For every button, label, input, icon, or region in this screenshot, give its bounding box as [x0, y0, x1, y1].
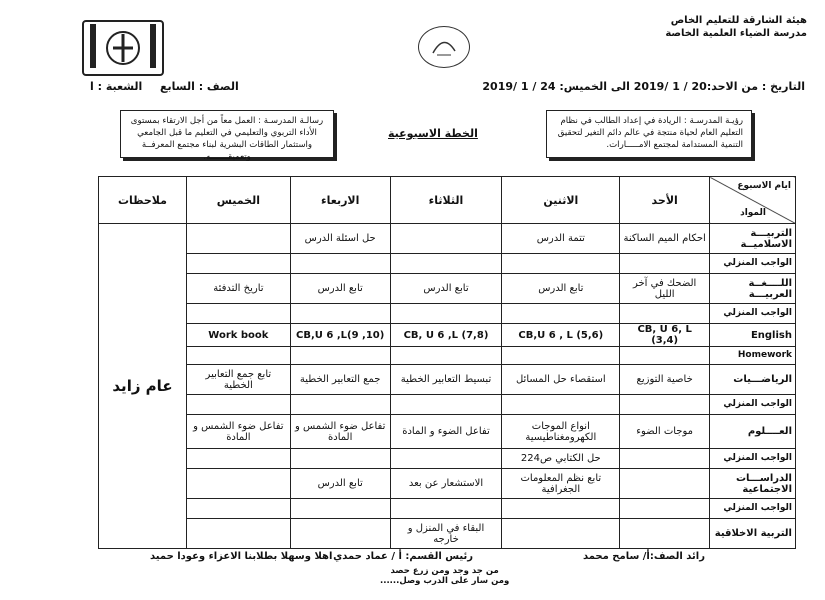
plan-cell: انواع الموجات الكهرومغناطيسية: [502, 415, 620, 449]
plan-cell: [290, 254, 390, 274]
homework-row-label: الواجب المنزلي: [710, 254, 796, 274]
plan-cell: [620, 449, 710, 469]
plan-cell: تفاعل ضوء الشمس و المادة: [186, 415, 290, 449]
table-row: [99, 519, 796, 549]
plan-cell: تابع الدرس: [502, 274, 620, 304]
plan-cell: [186, 449, 290, 469]
plan-cell: تابع جمع التعابير الخطية: [186, 365, 290, 395]
homework-row-label: الواجب المنزلي: [710, 449, 796, 469]
plan-cell: تتمة الدرس: [502, 224, 620, 254]
date-bar: [30, 80, 805, 98]
department-head: رئيس القسم: أ / عماد حمدي: [333, 551, 473, 562]
plan-cell: CB,U 6 ,L(9 ,10): [290, 324, 390, 347]
plan-cell: [390, 395, 502, 415]
table-row: [99, 365, 796, 395]
welcome-message: اهلا وسهلا بطلابنا الاعزاء وعودا حميد: [150, 551, 333, 562]
plan-cell: [290, 304, 390, 324]
plan-cell: [390, 347, 502, 365]
table-row: [99, 304, 796, 324]
table-row: [99, 449, 796, 469]
plan-cell: [502, 395, 620, 415]
subjects-corner-label: المواد: [740, 208, 766, 218]
plan-cell: خاصية التوزيع: [620, 365, 710, 395]
plan-cell: استقصاء حل المسائل: [502, 365, 620, 395]
notes-header: ملاحظات: [99, 177, 187, 224]
plan-cell: تفاعل ضوء الشمس و المادة: [290, 415, 390, 449]
subject-row-label: التربيـــة الاسلاميــة: [710, 224, 796, 254]
plan-cell: [186, 224, 290, 254]
homework-row-label: Homework: [710, 347, 796, 365]
class-leader: رائد الصف:أ/ سامح محمد: [582, 551, 705, 562]
subject-row-label: English: [710, 324, 796, 347]
motto-line-1: من جد وجد ومن زرع حصد: [390, 566, 499, 576]
motto-line-2: ومن سار على الدرب وصل......: [380, 576, 510, 586]
plan-cell: احكام الميم الساكنة: [620, 224, 710, 254]
plan-cell: حل الكتابي ص224: [502, 449, 620, 469]
plan-cell: [290, 347, 390, 365]
plan-cell: [186, 469, 290, 499]
homework-row-label: الواجب المنزلي: [710, 395, 796, 415]
plan-title: الخطة الاسبوعية: [388, 127, 478, 140]
plan-cell: [390, 304, 502, 324]
plan-cell: Work book: [186, 324, 290, 347]
table-row: [99, 415, 796, 449]
plan-cell: [502, 254, 620, 274]
table-row: [99, 254, 796, 274]
plan-cell: [186, 499, 290, 519]
plan-cell: [186, 395, 290, 415]
emblem-icon: [103, 28, 143, 68]
vision-box: رؤيـة المدرسـة : الريادة في إعداد الطالب في نظام التعليم العام لحياة منتجة في عالم دائم التغير لتحقيق التنمية المستدامة لمجتمع الامـــــارات.: [546, 110, 752, 158]
plan-cell: [290, 499, 390, 519]
plan-cell: [620, 395, 710, 415]
plan-cell: [186, 519, 290, 549]
school-name: مدرسة الضياء العلمية الخاصة: [665, 28, 807, 39]
org-name: هيئة الشارقة للتعليم الخاص: [670, 15, 807, 26]
plan-cell: [620, 469, 710, 499]
plan-cell: [620, 347, 710, 365]
day-header-sunday: الأحد: [620, 177, 710, 224]
plan-cell: [186, 304, 290, 324]
days-corner-label: ايام الاسبوع: [737, 181, 791, 191]
day-header-thursday: الخميس: [186, 177, 290, 224]
plan-cell: [290, 395, 390, 415]
plan-cell: [620, 499, 710, 519]
subject-row-label: الرياضـــيات: [710, 365, 796, 395]
plan-cell: تبسيط التعابير الخطية: [390, 365, 502, 395]
plan-cell: تفاعل الضوء و المادة: [390, 415, 502, 449]
plan-cell: حل اسئلة الدرس: [290, 224, 390, 254]
plan-cell: [502, 499, 620, 519]
subject-row-label: العــــلوم: [710, 415, 796, 449]
homework-row-label: الواجب المنزلي: [710, 499, 796, 519]
week-dates: التاريخ : من الاحد:20 / 1 /2019 الى الخميس: 24 / 1 /2019: [482, 80, 805, 93]
plan-cell: CB, U 6, L (3,4): [620, 324, 710, 347]
plan-cell: [186, 347, 290, 365]
table-row: [99, 324, 796, 347]
corner-header-cell: [710, 177, 796, 224]
subject-row-label: التربية الاخلاقية: [710, 519, 796, 549]
plan-cell: موجات الضوء: [620, 415, 710, 449]
motto-block: [380, 566, 509, 586]
plan-cell: [390, 499, 502, 519]
plan-cell: [620, 519, 710, 549]
center-seal-icon: [418, 26, 470, 68]
plan-cell: [502, 519, 620, 549]
plan-cell: الاستشعار عن بعد: [390, 469, 502, 499]
plan-cell: الضحك في آخر الليل: [620, 274, 710, 304]
table-row: [99, 224, 796, 254]
subject-row-label: اللــــغــة العربيـــة: [710, 274, 796, 304]
plan-cell: [290, 519, 390, 549]
plan-cell: تابع الدرس: [290, 469, 390, 499]
notes-cell: عام زايد: [99, 224, 187, 549]
day-header-monday: الاثنين: [502, 177, 620, 224]
plan-cell: تاريخ التدفئة: [186, 274, 290, 304]
table-row: [99, 395, 796, 415]
plan-cell: تابع نظم المعلومات الجغرافية: [502, 469, 620, 499]
plan-cell: [620, 254, 710, 274]
table-row: [99, 469, 796, 499]
plan-cell: البقاء في المنزل و خارجه: [390, 519, 502, 549]
plan-cell: CB, U 6 ,L (7,8): [390, 324, 502, 347]
plan-cell: [620, 304, 710, 324]
day-header-wednesday: الاربعاء: [290, 177, 390, 224]
table-row: [99, 274, 796, 304]
day-header-tuesday: الثلاثاء: [390, 177, 502, 224]
plan-cell: [390, 224, 502, 254]
plan-cell: [186, 254, 290, 274]
homework-row-label: الواجب المنزلي: [710, 304, 796, 324]
section-label: الشعبة : ا: [90, 80, 143, 93]
subject-row-label: الدراســـات الاجتماعية: [710, 469, 796, 499]
plan-cell: [390, 449, 502, 469]
weekly-plan-table: [98, 176, 796, 549]
mission-box: رسالـة المدرسـة : العمل معاً من أجل الارتقاء بمستوى الأداء التربوي والتعليمي في التعليم ما قبل الجامعي واستثمار الطاقات البشرية لبناء مجتمع المعرفــة وتعميقـــــــه.: [120, 110, 334, 158]
plan-cell: [290, 449, 390, 469]
table-row: [99, 347, 796, 365]
header-org-block: [665, 14, 807, 40]
plan-cell: [502, 304, 620, 324]
plan-cell: [502, 347, 620, 365]
plan-cell: تابع الدرس: [390, 274, 502, 304]
plan-cell: [390, 254, 502, 274]
school-logo: [82, 20, 164, 76]
plan-cell: تابع الدرس: [290, 274, 390, 304]
plan-cell: CB,U 6 , L (5,6): [502, 324, 620, 347]
table-header-row: [99, 177, 796, 224]
plan-cell: جمع التعابير الخطية: [290, 365, 390, 395]
grade-label: الصف : السابع: [160, 80, 239, 93]
table-row: [99, 499, 796, 519]
